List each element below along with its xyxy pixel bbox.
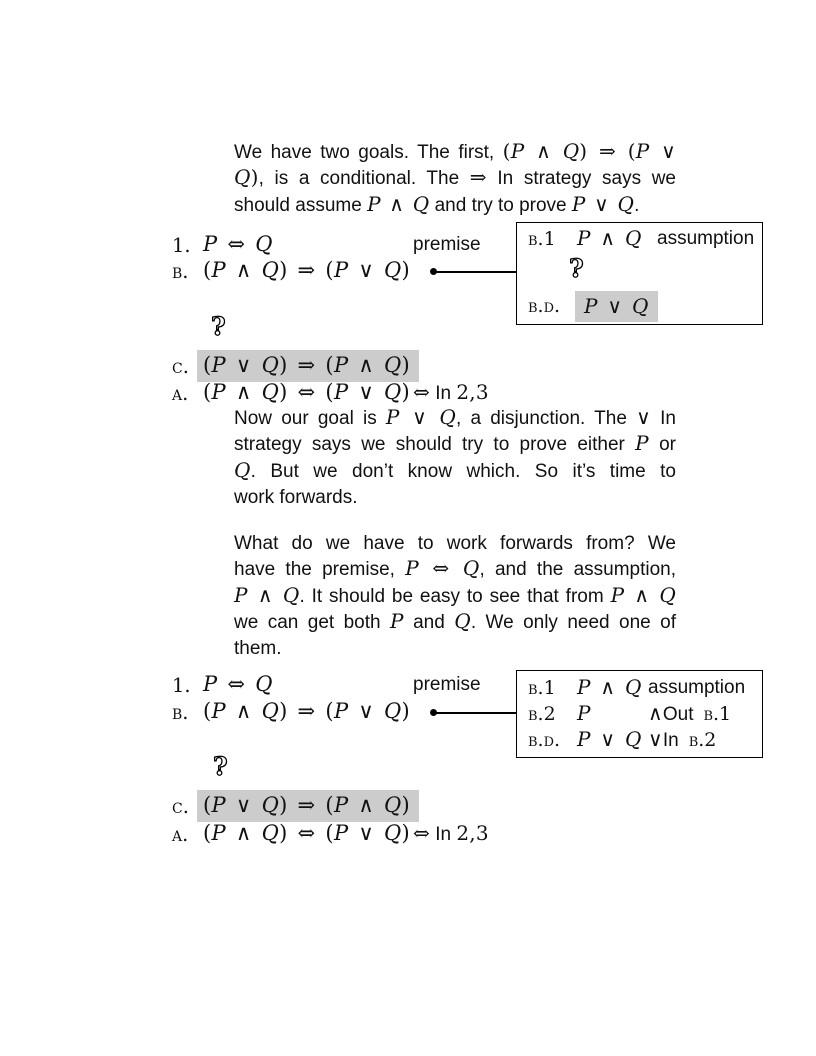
justification: premise xyxy=(413,234,481,255)
proof1-line-a xyxy=(172,380,772,408)
paragraph-line: work forwards. xyxy=(234,486,358,508)
intro-paragraph xyxy=(234,140,676,219)
formula: (P ∧ Q) ⇔ (P ∨ Q) xyxy=(203,821,411,845)
paragraph-line: strategy says we should try to prove either P or xyxy=(234,431,676,456)
rule-name: ∧Out xyxy=(648,701,694,725)
line-number: b.d. xyxy=(528,729,561,751)
question-mark-icon: ? xyxy=(211,312,226,341)
paragraph-line: should assume P ∧ Q and try to prove P ∨ Q. xyxy=(234,191,640,216)
formula: (P ∧ Q) ⇒ (P ∨ Q) xyxy=(203,699,411,723)
question-mark-icon: ? xyxy=(213,752,228,781)
proof2-line-a xyxy=(172,821,772,849)
line-number: b.d. xyxy=(528,295,561,317)
paragraph-line: P ∧ Q. It should be easy to see that from P ∧ Q xyxy=(234,582,676,607)
line-number: b. xyxy=(172,260,189,283)
line-number: b.2 xyxy=(528,703,556,725)
formula: P xyxy=(577,701,591,725)
proof2-goal-line-c xyxy=(172,793,772,821)
connector-line xyxy=(433,271,516,273)
line-number: b.1 xyxy=(528,228,556,250)
paragraph-line: Q), is a conditional. The ⇒ In strategy says we xyxy=(234,165,676,190)
subproof-row xyxy=(517,293,762,319)
formula: P ∧ Q xyxy=(577,675,642,699)
paragraph-line: We have two goals. The first, (P ∧ Q) ⇒ (P ∨ xyxy=(234,139,676,163)
subproof-box-1 xyxy=(516,222,763,325)
formula: P ⇔ Q xyxy=(203,672,273,696)
justification xyxy=(648,703,731,726)
line-number: c. xyxy=(172,355,189,378)
line-number: 1. xyxy=(172,234,191,257)
subproof-row xyxy=(517,701,762,727)
formula-highlighted: (P ∨ Q) ⇒ (P ∧ Q) xyxy=(197,350,419,382)
rule-name: ∨In xyxy=(648,727,679,751)
line-number: b. xyxy=(172,701,189,724)
formula: (P ∧ Q) ⇒ (P ∨ Q) xyxy=(203,258,411,282)
line-number: 1. xyxy=(172,674,191,697)
justification: assumption xyxy=(657,228,755,249)
line-number: a. xyxy=(172,823,189,846)
line-reference: b.2 xyxy=(688,729,717,751)
line-number: a. xyxy=(172,382,189,405)
paragraph-line: Now our goal is P ∨ Q, a disjunction. The ∨ In xyxy=(234,405,676,429)
formula-highlighted: P ∨ Q xyxy=(575,291,658,322)
formula: P ⇔ Q xyxy=(203,232,273,256)
justification: assumption xyxy=(648,677,746,698)
work-forwards-paragraph xyxy=(234,531,676,662)
formula-highlighted: (P ∨ Q) ⇒ (P ∧ Q) xyxy=(197,790,419,822)
line-number: b.1 xyxy=(528,677,556,699)
connector-line xyxy=(433,712,516,714)
line-reference: b.1 xyxy=(703,703,732,725)
formula: (P ∧ Q) ⇔ (P ∨ Q) xyxy=(203,380,411,404)
paragraph-line: have the premise, P ⇔ Q, and the assumption, xyxy=(234,556,677,581)
justification: ⇔ In 2,3 xyxy=(413,821,489,845)
subproof-row xyxy=(517,675,762,701)
justification: premise xyxy=(413,674,481,695)
line-number: c. xyxy=(172,795,189,818)
formula: P ∧ Q xyxy=(577,226,642,250)
paragraph-line: we can get both P and Q. We only need one of xyxy=(234,608,677,633)
paragraph-line: What do we have to work forwards from? We xyxy=(234,533,676,554)
justification xyxy=(648,729,716,752)
subproof-row xyxy=(517,727,762,753)
formula: P ∨ Q xyxy=(577,727,642,751)
justification: ⇔ In 2,3 xyxy=(413,380,489,404)
proof1-goal-line-c xyxy=(172,353,772,381)
subproof-row xyxy=(517,226,762,252)
paragraph-line: them. xyxy=(234,638,282,660)
subproof-box-2 xyxy=(516,670,763,758)
goal-paragraph xyxy=(234,406,676,511)
question-mark-icon: ? xyxy=(569,254,584,283)
paragraph-line: Q. But we don’t know which. So it’s time to xyxy=(234,457,676,482)
